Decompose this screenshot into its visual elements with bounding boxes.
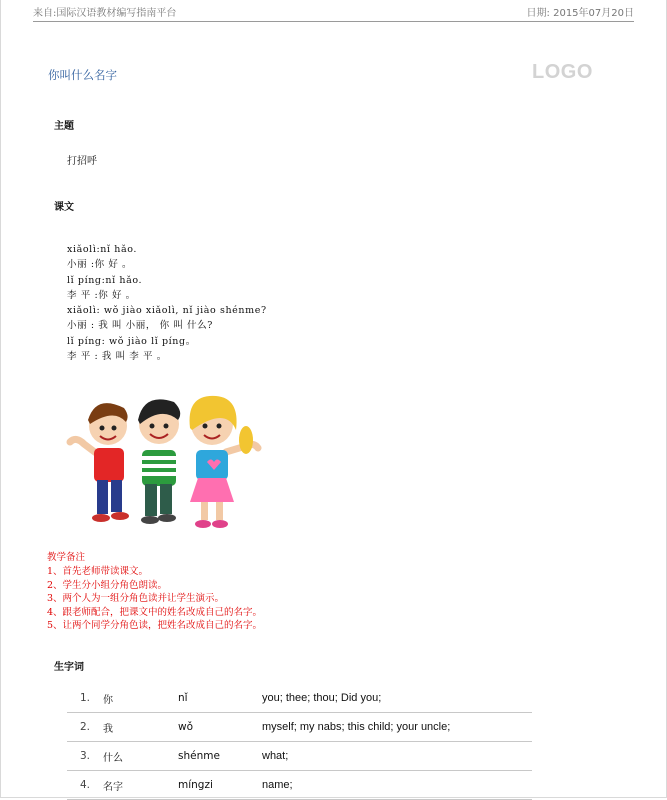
vocab-word: 名字	[103, 771, 178, 800]
vocab-pinyin: shénme	[178, 742, 262, 771]
girl-pink-skirt	[190, 396, 258, 528]
table-row	[67, 742, 532, 771]
table-row	[67, 684, 532, 713]
vocab-table	[67, 684, 532, 800]
logo: LOGO	[532, 61, 593, 83]
notes-list	[47, 565, 262, 633]
topic-heading: 主题	[54, 121, 74, 132]
boy-red-shirt	[70, 403, 129, 522]
source-label: 来自:国际汉语教材编写指南平台	[33, 8, 177, 19]
dialogue-line: lǐ píng:nǐ hǎo.	[67, 274, 143, 286]
boy-striped-shirt	[138, 399, 180, 524]
table-row	[67, 713, 532, 742]
note-item: 3、两个人为一组分角色读并让学生演示。	[47, 593, 225, 604]
dialogue-list	[67, 242, 267, 364]
vocab-word: 我	[103, 713, 178, 742]
table-row	[67, 771, 532, 800]
vocab-heading: 生字词	[54, 662, 84, 673]
vocab-pinyin: wǒ	[178, 713, 262, 742]
page-header	[33, 0, 634, 22]
vocab-number: 4.	[67, 771, 103, 800]
topic-text: 打招呼	[67, 156, 97, 167]
note-item: 5、让两个同学分角色读，把姓名改成自己的名字。	[47, 620, 263, 631]
teaching-notes	[47, 550, 262, 633]
vocab-meaning: myself; my nabs; this child; your uncle;	[262, 713, 532, 742]
lesson-title: 你叫什么名字	[48, 68, 117, 82]
vocab-number: 2.	[67, 713, 103, 742]
note-item: 2、学生分小组分角色朗读。	[47, 579, 168, 591]
vocab-number: 1.	[67, 684, 103, 713]
vocab-word: 你	[103, 684, 178, 713]
vocab-pinyin: míngzi	[178, 771, 262, 800]
note-item: 1、首先老师带读课文。	[47, 566, 149, 577]
vocab-meaning: what;	[262, 742, 532, 771]
vocab-number: 3.	[67, 742, 103, 771]
note-item: 4、跟老师配合，把课文中的姓名改成自己的名字。	[47, 606, 263, 618]
dialogue-line: 李 平 : 我 叫 李 平 。	[67, 351, 167, 363]
vocab-pinyin: nǐ	[178, 684, 262, 713]
children-illustration	[66, 378, 266, 538]
dialogue-line: 小丽 : 我 叫 小丽， 你 叫 什么?	[67, 320, 213, 332]
dialogue-line: xiǎolì: wǒ jiào xiǎolì, nǐ jiào shénme?	[67, 305, 267, 317]
vocab-word: 什么	[103, 742, 178, 771]
vocab-meaning: you; thee; thou; Did you;	[262, 684, 532, 713]
notes-title: 教学备注	[47, 552, 86, 563]
dialogue-line: 小丽 :你 好 。	[67, 259, 133, 271]
dialogue-line: lǐ píng: wǒ jiào lǐ píng。	[67, 335, 196, 347]
dialogue-line: xiǎolì:nǐ hǎo.	[67, 244, 137, 255]
dialogue-line: 李 平 :你 好 。	[67, 289, 136, 301]
date-label: 日期: 2015年07月20日	[526, 8, 634, 19]
vocab-meaning: name;	[262, 771, 532, 800]
text-heading: 课文	[54, 202, 74, 213]
